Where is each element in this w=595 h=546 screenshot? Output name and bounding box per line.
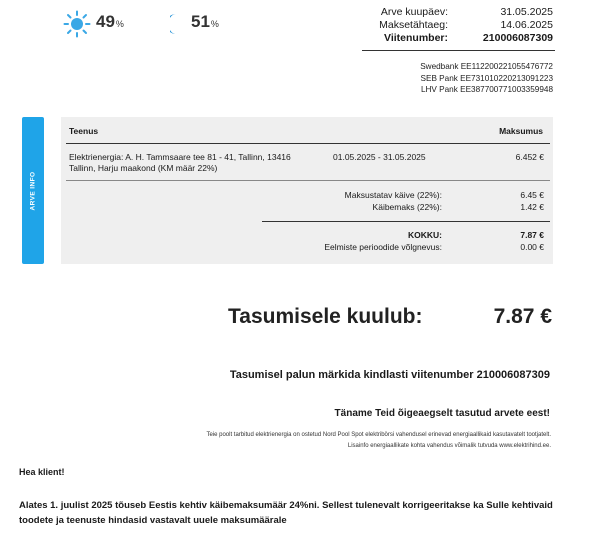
amount-due-value: 7.87 € bbox=[493, 305, 552, 328]
reference-value: 210006087309 bbox=[482, 32, 553, 44]
moon-value: 51 bbox=[191, 12, 210, 31]
taxable-label: Maksustatav käive (22%): bbox=[344, 190, 442, 200]
service-period: 01.05.2025 - 31.05.2025 bbox=[333, 152, 426, 162]
taxable-value: 6.45 € bbox=[520, 190, 544, 200]
amount-due-label: Tasumisele kuulub: bbox=[228, 305, 423, 328]
invoice-date-value: 31.05.2025 bbox=[500, 6, 553, 18]
energy-source-note: Teie poolt tarbitud elektrienergia on ostetud Nord Pool Spot elektribörsi vahendusel erinevad energiaallikaid kasutavatelt tootjatelt. bbox=[206, 432, 551, 438]
bank-account: LHV Pank EE387700771003359948 bbox=[420, 85, 553, 94]
reference-row bbox=[360, 32, 553, 45]
total-label: KOKKU: bbox=[408, 230, 442, 240]
invoice-date-row bbox=[360, 6, 553, 19]
items-divider bbox=[66, 180, 550, 181]
previous-debt-value: 0.00 € bbox=[520, 242, 544, 252]
service-column-header: Teenus bbox=[69, 126, 99, 136]
totals-divider bbox=[262, 221, 550, 222]
greeting: Hea klient! bbox=[19, 467, 65, 477]
vat-value: 1.42 € bbox=[520, 202, 544, 212]
total-value: 7.87 € bbox=[520, 230, 544, 240]
invoice-info-tab-label: ARVE INFO bbox=[29, 171, 37, 210]
invoice-meta bbox=[360, 6, 553, 45]
crescent-moon-icon bbox=[170, 13, 186, 35]
sun-percentage bbox=[96, 12, 124, 32]
sun-value: 49 bbox=[96, 12, 115, 31]
due-date-row bbox=[360, 19, 553, 32]
meta-divider bbox=[362, 50, 555, 51]
reference-label: Viitenumber: bbox=[384, 32, 448, 44]
due-date-label: Maksetähtaeg: bbox=[379, 19, 448, 31]
bank-accounts bbox=[300, 61, 553, 96]
amount-column-header: Maksumus bbox=[499, 126, 543, 136]
bank-account: Swedbank EE112200221055476772 bbox=[420, 62, 553, 71]
service-amount: 6.452 € bbox=[515, 152, 544, 162]
vat-change-notice: Alates 1. juulist 2025 tõuseb Eestis kehtiv käibemaksumäär 24%ni. Sellest tulenevalt korrigeeritakse ka Sulle kehtivaid toodete ja teenuste hindasid vastavalt uuele maksumäärale bbox=[19, 500, 553, 526]
previous-debt-label: Eelmiste perioodide võlgnevus: bbox=[324, 242, 442, 252]
header-divider bbox=[66, 143, 550, 144]
invoice-date-label: Arve kuupäev: bbox=[380, 6, 448, 18]
sun-icon bbox=[63, 10, 91, 38]
service-address: Elektrienergia: A. H. Tammsaare tee 81 - 41, Tallinn, 13416 bbox=[69, 152, 291, 162]
thanks-message: Täname Teid õigeaegselt tasutud arvete eest! bbox=[334, 408, 550, 419]
moon-percentage bbox=[191, 12, 219, 32]
vat-label: Käibemaks (22%): bbox=[372, 202, 442, 212]
reference-note: Tasumisel palun märkida kindlasti viitenumber 210006087309 bbox=[229, 369, 550, 381]
energy-info-note: Lisainfo energiaallikate kohta vahendus võimalik tutvuda www.elektrihind.ee. bbox=[347, 443, 551, 449]
service-description bbox=[69, 152, 334, 174]
invoice-info-tab bbox=[22, 117, 44, 264]
service-region: Tallinn, Harju maakond (KM määr 22%) bbox=[69, 163, 218, 173]
bank-account: SEB Pank EE731010220213091223 bbox=[420, 73, 553, 83]
sun-unit: % bbox=[115, 19, 124, 29]
moon-unit: % bbox=[210, 19, 219, 29]
due-date-value: 14.06.2025 bbox=[500, 19, 553, 31]
